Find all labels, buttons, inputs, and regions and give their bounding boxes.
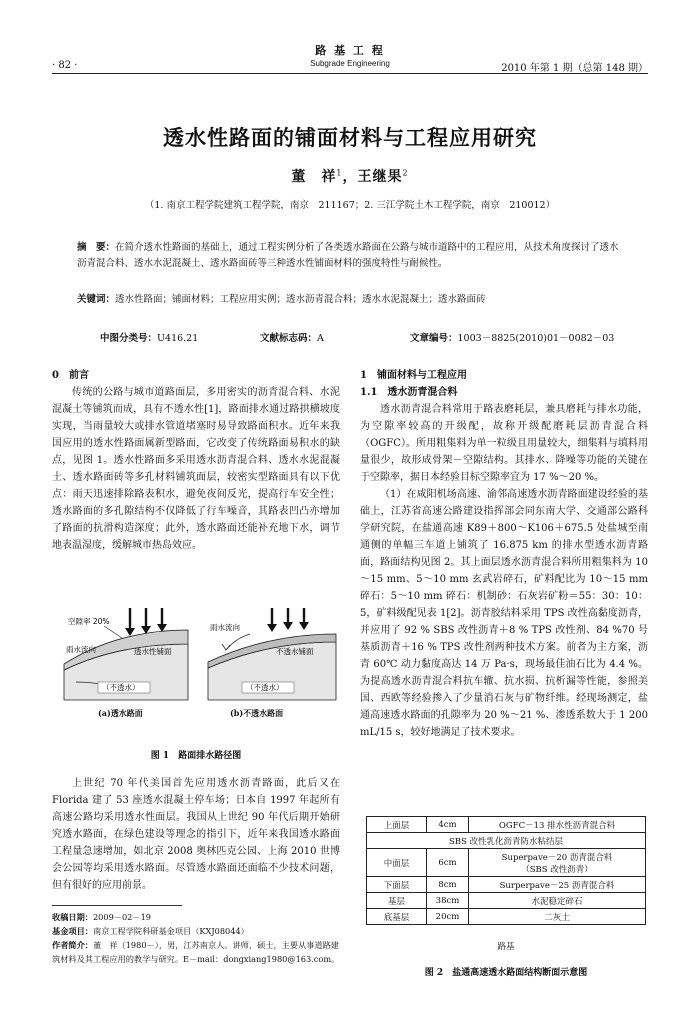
clc-number: 中图分类号：U416.21 (100, 333, 199, 344)
layer-name: 基层 (367, 893, 427, 909)
left-column-bottom (52, 775, 340, 894)
layer-thickness: 6cm (427, 849, 469, 877)
layer-material: Superpave－20 沥青混合料 （SBS 改性沥青） (469, 849, 646, 877)
layer-material: SBS 改性乳化沥青防水粘结层 (367, 833, 646, 849)
figure-1-drawing (58, 608, 340, 708)
label-rain-flow-b: 雨水流向 (210, 623, 240, 632)
layer-thickness: 20cm (427, 909, 469, 925)
footnote-received: 收稿日期：2009－02－19 (52, 912, 152, 922)
section-1-1-paragraph-1: 透水沥青混合料常用于路表磨耗层，兼具磨耗与排水功能，为空隙率较高的开级配，故称开级配磨耗层沥青混合料（OGFC）。所用粗集料为单一粒级且用量较大，细集料与填料用量很少，故形成骨架－空隙结构。其排水、降噪等功能的关键在于空隙率，据日本经验目标空隙率宜为 17 %～20 %。 (360, 404, 648, 483)
layer-name: 中面层 (367, 849, 427, 877)
layer-row (367, 849, 646, 877)
journal-name: 路 基 工 程 (315, 44, 385, 57)
paper-title: 透水性路面的铺面材料与工程应用研究 (163, 125, 537, 150)
label-impermeable-soil-a: （不透水） (102, 683, 140, 692)
layer-name: 底基层 (367, 909, 427, 925)
figure-1-title: 图 1 路面排水路径图 (150, 751, 242, 761)
author-separator: ， (342, 169, 358, 185)
journal-name-en: Subgrade Engineering (310, 59, 390, 68)
layer-material: 水泥稳定碎石 (469, 893, 646, 909)
layer-thickness: 4cm (427, 817, 469, 833)
label-impermeable-soil-b: （不透水） (246, 683, 284, 692)
layer-material: OGFC－13 排水性沥青混合料 (469, 817, 646, 833)
road-base-label: 路基 (497, 942, 515, 952)
figure-2-title: 图 2 盐通高速透水路面结构断面示意图 (424, 968, 588, 978)
section-0-heading: 0 前言 (52, 370, 89, 381)
section-1-heading: 1 铺面材料与工程应用 (360, 370, 467, 381)
layer-row (367, 893, 646, 909)
footnotes (52, 910, 342, 966)
footnote-divider (52, 905, 182, 906)
running-head (52, 40, 648, 74)
author-2: 王继果 (357, 169, 403, 185)
label-permeable-pavement: 透水性铺面 (134, 647, 172, 656)
section-0-paragraph-2: 上世纪 70 年代美国首先应用透水沥青路面，此后又在 Florida 建了 53 座透水混凝土停车场；日本自 1997 年起所有高速公路均采用透水性面层。我国从上世纪 90 年代后期开始研究透水路面，在绿色建设等理念的指引下，近年来我国透水路面工程量急速增加，如北京 2008 奥林匹克公园、上海 2010 世博会公园等均采用透水路面。尽管透水路面还面临不少技术问题，但有很好的应用前景。 (52, 778, 340, 891)
figure-1a-caption: (a)透水路面 (98, 708, 143, 718)
left-column-top (52, 367, 340, 554)
author-line (0, 166, 700, 186)
layer-thickness: 8cm (427, 877, 469, 893)
abstract-label: 摘 要： (77, 242, 116, 253)
affiliation: （1. 南京工程学院建筑工程学院，南京 211167；2. 三江学院土木工程学院，南京 210012） (144, 200, 556, 211)
layer-row (367, 877, 646, 893)
figure-1b-caption: (b)不透水路面 (230, 708, 284, 718)
layer-row (367, 909, 646, 925)
abstract-text: 在简介透水性路面的基础上，通过工程实例分析了各类透水路面在公路与城市道路中的工程应用，从技术角度探讨了透水沥青混合料、透水水泥混凝土、透水路面砖等三种透水性铺面材料的强度特性与耐候性。 (77, 242, 619, 269)
footnote-fund: 基金项目：南京工程学院科研基金项目（KXJ08044） (52, 926, 249, 936)
layer-material: 二灰土 (469, 909, 646, 925)
layer-name: 下面层 (367, 877, 427, 893)
keywords-text: 透水性路面；铺面材料；工程应用实例；透水沥青混合料；透水水泥混凝土；透水路面砖 (115, 294, 486, 305)
keywords-label: 关键词： (77, 294, 116, 305)
label-rain-flow-a: 雨水流向 (66, 645, 96, 654)
issue-info: 2010 年第 1 期（总第 148 期） (501, 63, 648, 74)
section-0-paragraph-1: 传统的公路与城市道路面层，多用密实的沥青混合料、水泥混凝土等铺筑而成，具有不透水性[1]，路面排水通过路拱横坡度实现，当雨量较大或排水管道堵塞时易导致路面积水。近年来我国应用的透水性路面属新型路面，它改变了传统路面易积水的缺点，见图 1。透水性路面多采用透水沥青混合料、透水水泥混凝土、透水路面砖等多孔材料铺筑面层，较密实型路面具有以下优点：雨天迅速排除路表积水，避免夜间反光，提高行车安全性；透水路面的多孔隙结构不仅降低了行车噪音，其路表凹凸亦增加了路面的抗滑构造深度；此外，透水路面还能补充地下水，调节地表温湿度，缓解城市热岛效应。 (52, 387, 340, 551)
author-1-sup: 1 (336, 168, 343, 178)
footnote-author: 作者简介：董 祥（1980－），男，江苏南京人。讲师，硕士，主要从事道路建筑材料及其工程应用的教学与研究。E－mail：dongxiang1980@163.com。 (52, 940, 340, 964)
layer-name: 上面层 (367, 817, 427, 833)
document-code: 文献标志码：A (260, 333, 324, 344)
author-2-sup: 2 (402, 168, 409, 178)
author-1: 董 祥 (291, 169, 337, 185)
right-column (360, 367, 648, 741)
section-1-1-heading: 1.1 透水沥青混合料 (360, 387, 458, 398)
label-porosity: 空隙率 20% (68, 617, 110, 626)
figure-1 (58, 608, 340, 728)
layer-material: Surperpave－25 沥青混合料 (469, 877, 646, 893)
abstract (77, 240, 622, 272)
layer-row (367, 833, 646, 849)
figure-2-layer-table (366, 816, 646, 925)
layer-thickness: 38cm (427, 893, 469, 909)
label-impermeable-pavement: 不透水铺面 (276, 647, 314, 656)
page-number: · 82 · (52, 60, 78, 71)
layer-row (367, 817, 646, 833)
article-number: 文章编号：1003－8825(2010)01－0082－03 (410, 333, 615, 344)
section-1-1-paragraph-2: （1）在咸阳机场高速、渝邻高速透水沥青路面建设经验的基础上，江苏省高速公路建设指挥部会同东南大学、交通部公路科学研究院，在盐通高速 K89＋800～K106＋675.5 处盐城至南通侧的单幅三车道上铺筑了 16.875 km 的排水型透水沥青路面，路面结构见图 2。其上面层透水沥青混合料所用粗集料为 10～15 mm、5～10 mm 玄武岩碎石，矿料配比为 10～15 mm 碎石：5～10 mm 碎石：机制砂：石灰岩矿粉＝55：30：10：5，矿料级配见表 1[2]。沥青胶结料采用 TPS 改性高黏度沥青，并应用了 92 % SBS 改性沥青＋8 % TPS 改性剂、84 %70 号基质沥青＋16 % TPS 改性剂两种技术方案。前者为主方案，沥青 60℃ 动力黏度高达 14 万 Pa·s，现场最佳油石比为 4.4 %。为提高透水沥青混合料抗车辙、抗水损、抗析漏等性能，参照美国、西欧等经验掺入了少量消石灰与矿物纤维。经现场测定，盐通高速透水路面的孔隙率为 20 %～21 %、渗透系数大于 1 200 mL/15 s，较好地满足了技术要求。 (360, 489, 648, 738)
keywords (77, 292, 622, 308)
